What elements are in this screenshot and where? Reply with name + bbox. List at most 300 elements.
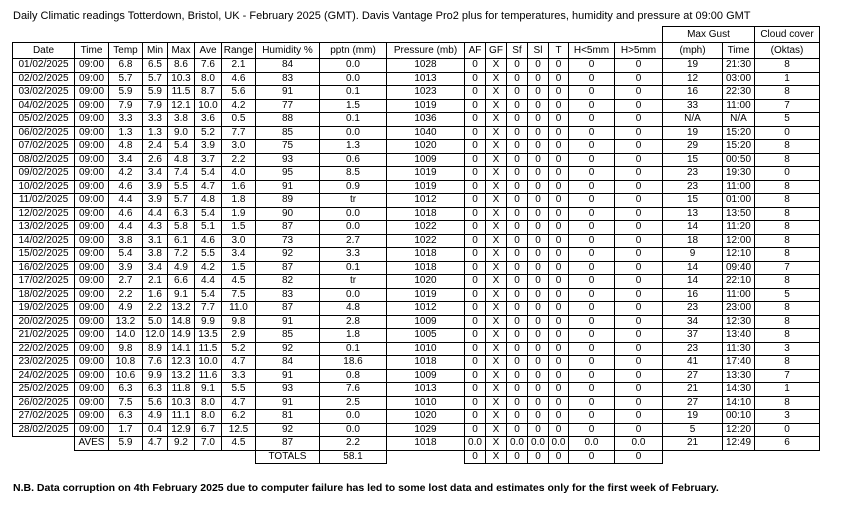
table-cell: 0	[465, 72, 486, 86]
table-cell: 6.2	[222, 410, 256, 424]
table-cell: 5.4	[195, 207, 222, 221]
aves-cloud: 6	[755, 437, 820, 451]
table-cell: 8	[755, 59, 820, 73]
table-cell: 0.0	[320, 288, 387, 302]
table-cell: 10/02/2025	[13, 180, 75, 194]
table-cell: 11.5	[195, 342, 222, 356]
table-cell: 3.3	[222, 369, 256, 383]
aves-range: 4.5	[222, 437, 256, 451]
table-cell: 11:20	[723, 221, 755, 235]
table-cell: 5.7	[168, 194, 195, 208]
header-temp: Temp	[109, 43, 143, 59]
table-cell: 0	[549, 99, 569, 113]
table-cell: 9.1	[195, 383, 222, 397]
table-cell: 0	[528, 315, 549, 329]
table-cell: 1.9	[222, 207, 256, 221]
table-cell: 21	[663, 383, 723, 397]
table-cell: 5.6	[143, 396, 168, 410]
table-cell: 09:00	[75, 302, 109, 316]
table-cell: 1029	[387, 423, 465, 437]
table-cell: 7.9	[109, 99, 143, 113]
table-cell: 0	[528, 99, 549, 113]
table-cell: 0.8	[320, 369, 387, 383]
header-sl: Sl	[528, 43, 549, 59]
table-cell: 0	[465, 302, 486, 316]
table-cell: 5.4	[195, 288, 222, 302]
table-cell: 0	[549, 153, 569, 167]
table-cell: 3.9	[109, 261, 143, 275]
table-cell: 13:40	[723, 329, 755, 343]
table-cell: X	[486, 288, 507, 302]
table-cell: 28/02/2025	[13, 423, 75, 437]
table-cell: 1040	[387, 126, 465, 140]
table-cell: 8	[755, 356, 820, 370]
table-cell: 09:00	[75, 207, 109, 221]
table-cell: 8	[755, 180, 820, 194]
table-cell: 0	[528, 410, 549, 424]
table-cell: 12:00	[723, 234, 755, 248]
table-cell: 0	[549, 356, 569, 370]
table-cell: X	[486, 59, 507, 73]
table-cell: 0	[569, 369, 615, 383]
table-cell: 1022	[387, 234, 465, 248]
table-cell: 00:50	[723, 153, 755, 167]
header-pptn: pptn (mm)	[320, 43, 387, 59]
table-cell: 09:00	[75, 275, 109, 289]
table-cell: 1022	[387, 221, 465, 235]
table-cell: 4.9	[109, 302, 143, 316]
table-cell: 93	[256, 153, 320, 167]
table-cell: 1028	[387, 59, 465, 73]
table-cell: 0	[507, 261, 528, 275]
table-cell: 12	[663, 72, 723, 86]
table-cell: 0	[569, 99, 615, 113]
max-gust-header: Max Gust	[663, 27, 755, 43]
table-cell: tr	[320, 275, 387, 289]
table-cell: 0	[615, 126, 663, 140]
table-cell: 5.5	[168, 180, 195, 194]
table-cell: 8.5	[320, 167, 387, 181]
table-cell: 4.4	[143, 207, 168, 221]
table-cell: 0	[528, 261, 549, 275]
table-cell: 09:00	[75, 221, 109, 235]
table-cell: 0	[755, 423, 820, 437]
table-cell: 0	[549, 207, 569, 221]
table-cell: 3.9	[143, 180, 168, 194]
table-cell: 5.1	[195, 221, 222, 235]
table-cell: 0	[549, 221, 569, 235]
column-header-row	[13, 43, 820, 59]
table-cell: X	[486, 234, 507, 248]
table-cell: 0	[549, 342, 569, 356]
totals-row	[13, 450, 820, 464]
table-cell: 09:00	[75, 72, 109, 86]
aves-af: 0.0	[465, 437, 486, 451]
table-cell: 1010	[387, 342, 465, 356]
table-cell: 0	[615, 153, 663, 167]
table-cell: 8	[755, 275, 820, 289]
table-cell: 2.5	[320, 396, 387, 410]
table-cell: 20/02/2025	[13, 315, 75, 329]
table-cell: 0	[615, 288, 663, 302]
table-cell: 87	[256, 261, 320, 275]
table-cell: 3.1	[143, 234, 168, 248]
table-cell: 11:30	[723, 342, 755, 356]
table-cell: 0	[507, 194, 528, 208]
table-cell: 15:20	[723, 140, 755, 154]
table-cell: 1.6	[143, 288, 168, 302]
table-cell: 1.5	[222, 221, 256, 235]
aves-pptn: 2.2	[320, 437, 387, 451]
table-cell: 8.0	[195, 396, 222, 410]
table-cell: 11:00	[723, 99, 755, 113]
table-cell: 1010	[387, 396, 465, 410]
table-cell: 0	[569, 234, 615, 248]
table-cell: 0	[507, 302, 528, 316]
table-cell: 0.0	[320, 221, 387, 235]
table-cell: 0	[528, 342, 549, 356]
table-cell: 3.4	[109, 153, 143, 167]
table-cell: 0	[615, 234, 663, 248]
table-cell: 7	[755, 99, 820, 113]
table-cell: 8	[755, 234, 820, 248]
table-cell: 6.3	[109, 383, 143, 397]
table-cell: 0	[465, 126, 486, 140]
table-cell: 19	[663, 410, 723, 424]
table-cell: 25/02/2025	[13, 383, 75, 397]
table-cell: 15/02/2025	[13, 248, 75, 262]
table-cell: 15	[663, 194, 723, 208]
table-cell: X	[486, 194, 507, 208]
table-cell: 09:00	[75, 288, 109, 302]
table-cell: 0	[465, 315, 486, 329]
table-cell: 22:30	[723, 86, 755, 100]
table-cell: 1023	[387, 86, 465, 100]
table-cell: 0.4	[143, 423, 168, 437]
table-cell: tr	[320, 194, 387, 208]
table-cell: 2.4	[143, 140, 168, 154]
table-cell: 0	[507, 59, 528, 73]
table-cell: 3.9	[195, 140, 222, 154]
table-cell: 0	[465, 396, 486, 410]
table-cell: 0	[507, 140, 528, 154]
table-cell: 0	[569, 423, 615, 437]
table-cell: 1009	[387, 153, 465, 167]
table-row	[13, 275, 820, 289]
table-cell: 0	[465, 234, 486, 248]
table-cell: 0	[569, 342, 615, 356]
table-cell: 10.6	[109, 369, 143, 383]
table-cell: 6.5	[143, 59, 168, 73]
table-cell: 0	[549, 180, 569, 194]
table-cell: 11.1	[168, 410, 195, 424]
table-cell: 3.4	[222, 248, 256, 262]
table-cell: 2.6	[143, 153, 168, 167]
table-cell: 0	[507, 180, 528, 194]
header-range: Range	[222, 43, 256, 59]
table-cell: 14.8	[168, 315, 195, 329]
table-cell: 0	[465, 86, 486, 100]
table-cell: 0	[465, 369, 486, 383]
table-cell: 8	[755, 86, 820, 100]
table-cell: 0	[615, 261, 663, 275]
table-cell: 0	[615, 369, 663, 383]
table-cell: 04/02/2025	[13, 99, 75, 113]
table-cell: 21/02/2025	[13, 329, 75, 343]
table-cell: 23	[663, 302, 723, 316]
table-cell: 5.5	[195, 248, 222, 262]
table-cell: 92	[256, 248, 320, 262]
header-date: Date	[13, 43, 75, 59]
table-cell: X	[486, 180, 507, 194]
table-row	[13, 126, 820, 140]
table-cell: 03/02/2025	[13, 86, 75, 100]
table-cell: 3.3	[320, 248, 387, 262]
table-cell: 7.2	[168, 248, 195, 262]
table-cell: 7.5	[222, 288, 256, 302]
table-cell: 02/02/2025	[13, 72, 75, 86]
table-cell: 0	[615, 329, 663, 343]
table-cell: 8	[755, 302, 820, 316]
table-cell: 09:00	[75, 140, 109, 154]
table-cell: 3.0	[222, 140, 256, 154]
table-cell: 6.7	[195, 423, 222, 437]
table-cell: 0	[549, 194, 569, 208]
table-row	[13, 410, 820, 424]
table-cell: 09:00	[75, 234, 109, 248]
table-cell: 0	[465, 99, 486, 113]
table-cell: 1.5	[320, 99, 387, 113]
table-cell: 5.7	[109, 72, 143, 86]
table-row	[13, 396, 820, 410]
table-cell: 1020	[387, 410, 465, 424]
table-cell: 0	[528, 167, 549, 181]
totals-h-lt5mm: 0	[569, 450, 615, 464]
table-cell: 5.6	[222, 86, 256, 100]
table-cell: 0	[615, 140, 663, 154]
table-cell: 09:00	[75, 261, 109, 275]
table-body	[13, 27, 820, 464]
table-cell: 0	[507, 275, 528, 289]
table-cell: 7.5	[109, 396, 143, 410]
table-cell: X	[486, 342, 507, 356]
table-cell: X	[486, 86, 507, 100]
table-cell: 13:30	[723, 369, 755, 383]
table-cell: 0.0	[320, 72, 387, 86]
table-cell: 12:30	[723, 315, 755, 329]
table-cell: 0	[569, 315, 615, 329]
table-cell: 05/02/2025	[13, 113, 75, 127]
table-cell: 0	[569, 261, 615, 275]
table-cell: 8	[755, 315, 820, 329]
table-cell: 0	[465, 275, 486, 289]
table-cell: 8	[755, 153, 820, 167]
table-cell: X	[486, 140, 507, 154]
table-cell: 0	[615, 383, 663, 397]
table-cell: 2.7	[109, 275, 143, 289]
table-cell: 0	[507, 396, 528, 410]
table-row	[13, 180, 820, 194]
table-cell: 3.3	[109, 113, 143, 127]
table-cell: 0	[549, 140, 569, 154]
table-cell: 0	[507, 72, 528, 86]
cloud-cover-header: Cloud cover	[755, 27, 820, 43]
table-cell: X	[486, 248, 507, 262]
table-cell: 0	[528, 302, 549, 316]
table-row	[13, 194, 820, 208]
table-cell: 09:00	[75, 315, 109, 329]
table-cell: 0	[465, 329, 486, 343]
table-cell: 4.6	[109, 207, 143, 221]
table-cell: 0	[507, 126, 528, 140]
table-cell: 1.8	[222, 194, 256, 208]
table-cell: 4.6	[222, 72, 256, 86]
table-cell: 0	[615, 167, 663, 181]
table-cell: 88	[256, 113, 320, 127]
table-cell: 0	[569, 288, 615, 302]
header-gf: GF	[486, 43, 507, 59]
table-cell: 34	[663, 315, 723, 329]
table-cell: 2.2	[143, 302, 168, 316]
table-cell: 12:20	[723, 423, 755, 437]
table-cell: 6.3	[143, 383, 168, 397]
header-time: Time	[75, 43, 109, 59]
table-cell: 92	[256, 342, 320, 356]
table-cell: 0	[549, 369, 569, 383]
table-cell: 91	[256, 369, 320, 383]
table-cell: 6.8	[109, 59, 143, 73]
table-cell: 19	[663, 59, 723, 73]
table-cell: 37	[663, 329, 723, 343]
table-cell: 0	[528, 194, 549, 208]
table-cell: 18.6	[320, 356, 387, 370]
table-cell: 0	[465, 153, 486, 167]
table-cell: 0	[549, 248, 569, 262]
table-cell: 9.9	[195, 315, 222, 329]
table-cell: 0	[569, 302, 615, 316]
table-cell: 0	[528, 329, 549, 343]
header-h-gt5mm: H>5mm	[615, 43, 663, 59]
table-cell: 0	[549, 167, 569, 181]
table-cell: 3.6	[195, 113, 222, 127]
table-cell: 12.0	[143, 329, 168, 343]
table-cell: 0	[569, 383, 615, 397]
group-header-row	[13, 27, 820, 43]
table-cell: X	[486, 275, 507, 289]
table-cell: 0	[507, 153, 528, 167]
table-cell: 0	[569, 113, 615, 127]
table-cell: 0	[528, 126, 549, 140]
table-row	[13, 302, 820, 316]
table-cell: 0	[549, 383, 569, 397]
table-cell: 8.6	[168, 59, 195, 73]
table-cell: 8.9	[143, 342, 168, 356]
table-cell: 1.7	[109, 423, 143, 437]
totals-gf: X	[486, 450, 507, 464]
table-cell: 0	[569, 153, 615, 167]
table-cell: 10.8	[109, 356, 143, 370]
table-cell: 0	[528, 59, 549, 73]
table-cell: 3.8	[168, 113, 195, 127]
table-cell: 1018	[387, 207, 465, 221]
table-cell: 6.6	[168, 275, 195, 289]
table-cell: 0	[615, 396, 663, 410]
table-cell: 0	[549, 315, 569, 329]
table-cell: 0	[755, 126, 820, 140]
table-cell: 5	[755, 113, 820, 127]
table-cell: 14.9	[168, 329, 195, 343]
table-cell: X	[486, 261, 507, 275]
table-cell: 19	[663, 126, 723, 140]
table-cell: 91	[256, 315, 320, 329]
table-cell: X	[486, 72, 507, 86]
table-cell: 1018	[387, 248, 465, 262]
table-cell: 0	[549, 72, 569, 86]
table-cell: 7.9	[143, 99, 168, 113]
table-cell: 0	[615, 99, 663, 113]
table-cell: X	[486, 396, 507, 410]
table-row	[13, 113, 820, 127]
table-cell: 4.5	[222, 275, 256, 289]
table-cell: 4.8	[195, 194, 222, 208]
table-cell: 0	[569, 248, 615, 262]
table-cell: 1013	[387, 383, 465, 397]
table-cell: 16/02/2025	[13, 261, 75, 275]
table-cell: 0	[615, 423, 663, 437]
table-cell: 06/02/2025	[13, 126, 75, 140]
table-cell: 0	[615, 194, 663, 208]
table-cell: 14:30	[723, 383, 755, 397]
table-cell: 91	[256, 180, 320, 194]
table-cell: 5.2	[195, 126, 222, 140]
table-row	[13, 72, 820, 86]
table-cell: 0	[549, 410, 569, 424]
table-cell: 0.1	[320, 113, 387, 127]
table-cell: 0	[528, 86, 549, 100]
table-cell: 09:00	[75, 369, 109, 383]
table-cell: 01:00	[723, 194, 755, 208]
table-cell: 0	[507, 410, 528, 424]
table-cell: 0	[569, 207, 615, 221]
table-cell: 12:10	[723, 248, 755, 262]
table-row	[13, 315, 820, 329]
table-cell: X	[486, 315, 507, 329]
header-gust-mph: (mph)	[663, 43, 723, 59]
table-cell: 0	[615, 342, 663, 356]
aves-temp: 5.9	[109, 437, 143, 451]
table-cell: 2.9	[222, 329, 256, 343]
table-cell: 09:00	[75, 153, 109, 167]
table-cell: 91	[256, 86, 320, 100]
aves-h-gt5mm: 0.0	[615, 437, 663, 451]
aves-ave: 7.0	[195, 437, 222, 451]
table-cell: 09:00	[75, 329, 109, 343]
table-cell: 10.0	[195, 99, 222, 113]
table-cell: 0	[465, 140, 486, 154]
table-cell: 09:00	[75, 167, 109, 181]
table-cell: 13.2	[109, 315, 143, 329]
table-cell: 23	[663, 180, 723, 194]
table-cell: 0	[615, 59, 663, 73]
table-cell: 18/02/2025	[13, 288, 75, 302]
table-cell: 14.1	[168, 342, 195, 356]
header-min: Min	[143, 43, 168, 59]
table-cell: 0	[465, 194, 486, 208]
table-cell: 27	[663, 369, 723, 383]
table-cell: N/A	[663, 113, 723, 127]
table-cell: 0	[528, 180, 549, 194]
table-cell: 0	[507, 383, 528, 397]
